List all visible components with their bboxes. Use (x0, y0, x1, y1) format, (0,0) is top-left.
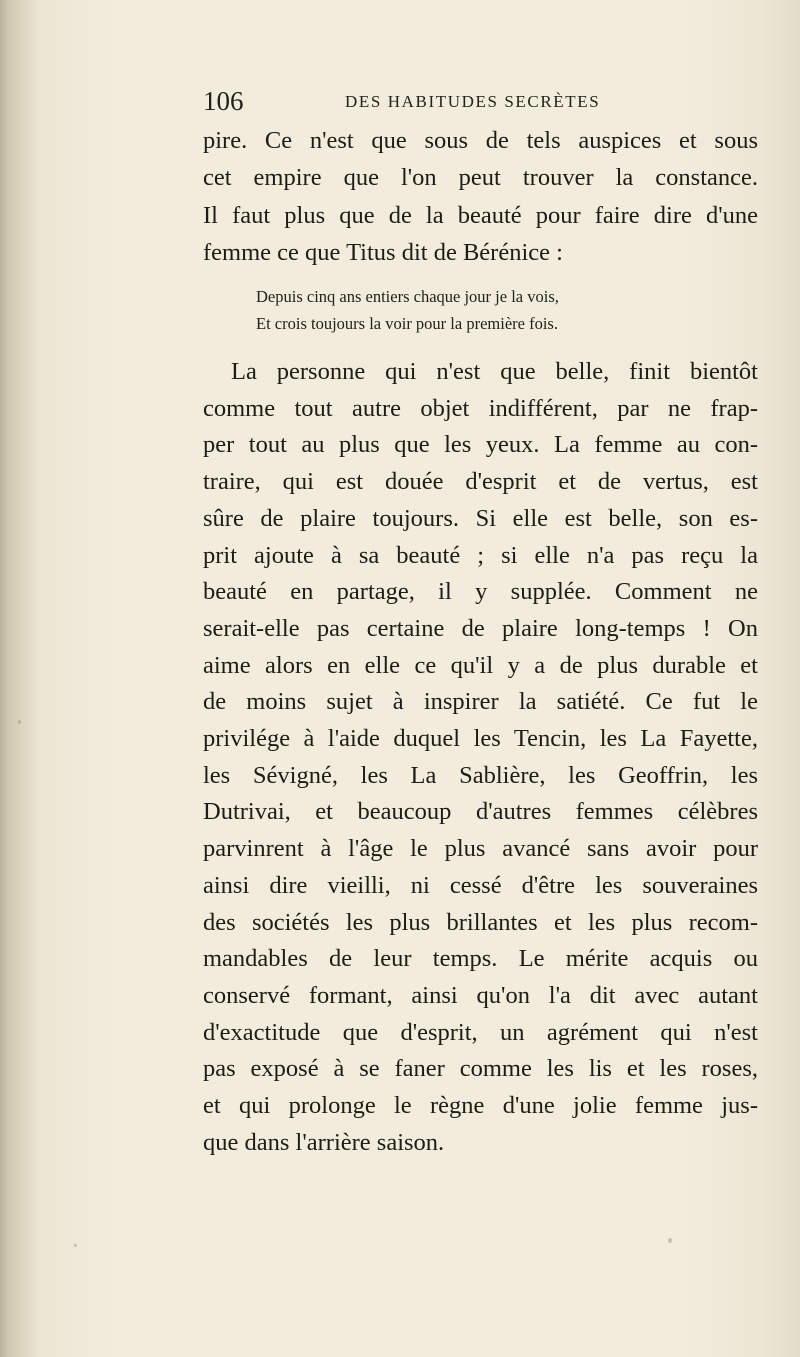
paragraph-2 (203, 354, 758, 1161)
text-line: prit ajoute à sa beauté ; si elle n'a pas reçu la (203, 541, 758, 569)
verse-line: Et crois toujours la voir pour la première fois. (256, 314, 558, 333)
text-line: femme ce que Titus dit de Bérénice : (203, 238, 563, 266)
text-line: Il faut plus que de la beauté pour faire dire d'une (203, 201, 758, 229)
paper-speck (74, 1244, 77, 1247)
text-line: Dutrivai, et beaucoup d'autres femmes célèbres (203, 798, 758, 826)
page-number: 106 (203, 86, 244, 116)
text-line: La personne qui n'est que belle, finit bientôt (231, 358, 758, 385)
text-line: conservé formant, ainsi qu'on l'a dit avec autant (203, 981, 758, 1009)
text-line: sûre de plaire toujours. Si elle est belle, son es- (203, 504, 758, 532)
paper-speck (545, 1107, 547, 1113)
text-line: et qui prolonge le règne d'une jolie femme jus- (203, 1092, 758, 1120)
text-line: mandables de leur temps. Le mérite acquis ou (203, 945, 758, 973)
running-head: DES HABITUDES SECRÈTES (345, 92, 601, 111)
text-line: aime alors en elle ce qu'il y a de plus durable et (203, 651, 758, 679)
text-line: parvinrent à l'âge le plus avancé sans avoir pour (203, 835, 758, 863)
paragraph-1 (203, 122, 758, 271)
text-line: de moins sujet à inspirer la satiété. Ce fut le (203, 688, 758, 716)
paper-speck (18, 720, 21, 724)
text-line: per tout au plus que les yeux. La femme au con- (203, 431, 758, 459)
text-line: cet empire que l'on peut trouver la constance. (203, 164, 758, 192)
page-header (203, 86, 758, 116)
text-line: les Sévigné, les La Sablière, les Geoffrin, les (203, 761, 758, 789)
verse-quotation (256, 283, 696, 337)
text-line: beauté en partage, il y supplée. Comment ne (203, 578, 758, 606)
text-line: des sociétés les plus brillantes et les plus recom- (203, 908, 758, 936)
text-line: pire. Ce n'est que sous de tels auspices et sous (203, 127, 758, 154)
verse-line: Depuis cinq ans entiers chaque jour je la vois, (256, 287, 559, 306)
text-line: traire, qui est douée d'esprit et de vertus, est (203, 468, 758, 496)
text-line: pas exposé à se faner comme les lis et les roses, (203, 1055, 758, 1083)
text-line: privilége à l'aide duquel les Tencin, les La Fayette, (203, 725, 758, 753)
text-line: serait-elle pas certaine de plaire long-temps ! On (203, 614, 758, 642)
paper-speck (668, 1238, 672, 1243)
text-line: comme tout autre objet indifférent, par ne frap- (203, 394, 758, 422)
text-line: d'exactitude que d'esprit, un agrément qui n'est (203, 1018, 758, 1046)
text-line: que dans l'arrière saison. (203, 1128, 445, 1156)
text-line: ainsi dire vieilli, ni cessé d'être les souveraines (203, 871, 758, 899)
